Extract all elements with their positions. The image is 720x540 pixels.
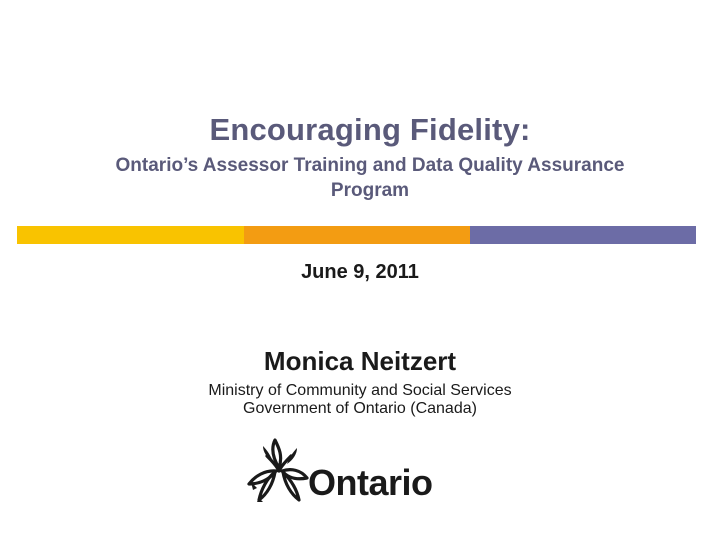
slide-title: Encouraging Fidelity: [209,112,531,147]
divider-bar-orange [244,226,470,244]
ontario-wordmark: Ontario [308,462,433,503]
divider-bar-purple [470,226,696,244]
affiliation-government: Government of Ontario (Canada) [243,400,477,417]
divider-bar-yellow [17,226,244,244]
subtitle-line-2: Program [330,180,410,201]
ontario-logo [240,438,440,508]
affiliation-ministry: Ministry of Community and Social Services [208,382,512,399]
presentation-date: June 9, 2011 [301,261,419,283]
subtitle-line-1: Ontario’s Assessor Training and Data Quality Assurance [115,155,625,176]
slide-subtitle [40,153,700,203]
ontario-trillium-icon [245,438,313,504]
presenter-name: Monica Neitzert [263,346,457,376]
